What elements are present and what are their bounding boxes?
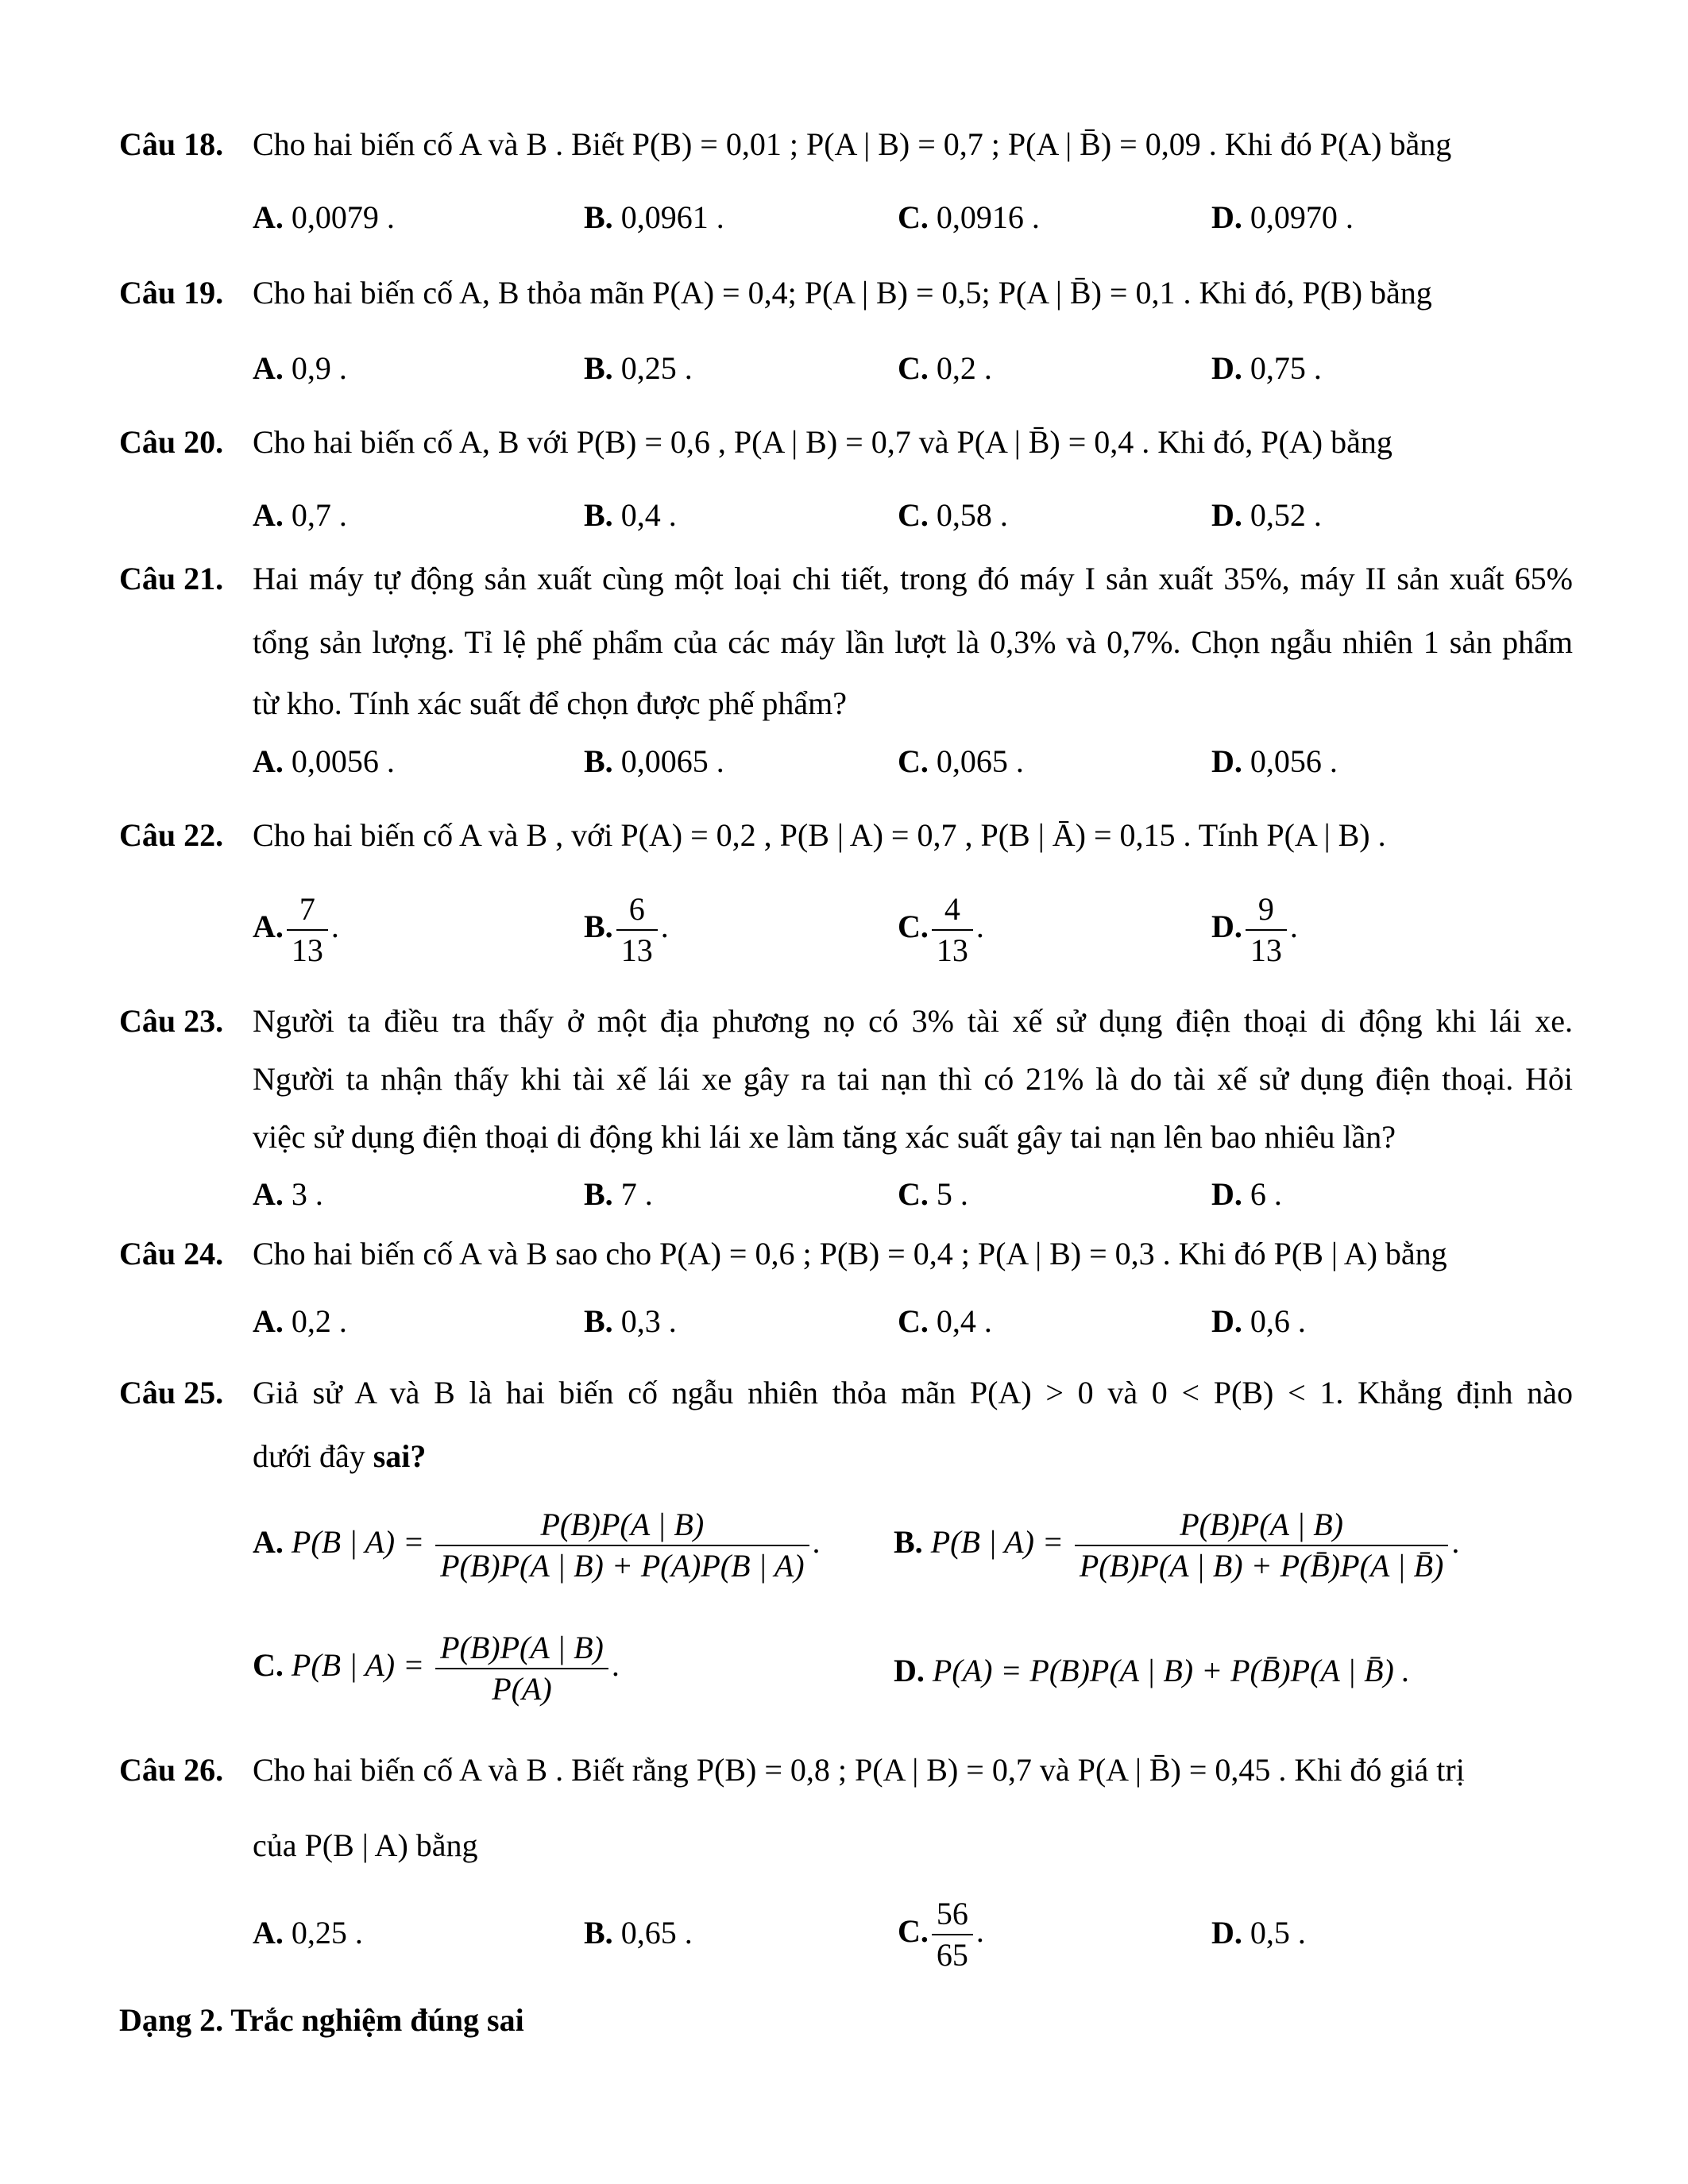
option-a: A. 3 . xyxy=(253,1176,323,1212)
question-text: tổng sản lượng. Tỉ lệ phế phẩm của các máy lần lượt là 0,3% và 0,7%. Chọn ngẫu nhiên 1 sản phẩm xyxy=(253,624,1573,660)
section-title: Dạng 2. Trắc nghiệm đúng sai xyxy=(119,2002,524,2038)
option-a: A. 0,0079 . xyxy=(253,199,395,235)
question-text: từ kho. Tính xác suất để chọn được phế phẩm? xyxy=(253,685,848,721)
option-b: B. 0,25 . xyxy=(584,350,693,386)
option-d: D. 0,5 . xyxy=(1211,1915,1306,1951)
option-c: C. 0,0916 . xyxy=(898,199,1040,235)
question-text: Cho hai biến cố A và B , với P(A) = 0,2 , P(B | A) = 0,7 , P(B | Ā) = 0,15 . Tính P(A | B) . xyxy=(253,817,1386,853)
question-text: Cho hai biến cố A và B . Biết P(B) = 0,01 ; P(A | B) = 0,7 ; P(A | B̄) = 0,09 . Khi đó P(A) bằng xyxy=(253,126,1452,162)
question-text: việc sử dụng điện thoại di động khi lái xe làm tăng xác suất gây tai nạn lên bao nhiêu lần? xyxy=(253,1119,1396,1155)
option-c: C. $\frac{56}{65}$ . xyxy=(898,1894,984,1975)
question-text: của P(B | A) bằng xyxy=(253,1827,478,1863)
option-a: A. 0,9 . xyxy=(253,350,347,386)
option-b: B. 7 . xyxy=(584,1176,653,1212)
question-text: Hai máy tự động sản xuất cùng một loại chi tiết, trong đó máy I sản xuất 35%, máy II sản xuất 65% xyxy=(253,561,1573,596)
question-text: Cho hai biến cố A và B . Biết rằng P(B) = 0,8 ; P(A | B) = 0,7 và P(A | B̄) = 0,45 . Khi đó giá trị xyxy=(253,1752,1465,1788)
option-b: B. $\frac{6}{13}$ . xyxy=(584,889,669,970)
option-d: D. P(A) = P(B)P(A | B) + P(B̄)P(A | B̄) . xyxy=(894,1653,1410,1688)
option-c: C. 0,58 . xyxy=(898,497,1008,533)
option-c: C. $\frac{4}{13}$ . xyxy=(898,889,984,970)
option-b: B. 0,0065 . xyxy=(584,743,724,779)
question-label: Câu 21. xyxy=(119,561,224,596)
option-b: B. 0,4 . xyxy=(584,497,677,533)
option-a: A. $\frac{7}{13}$ . xyxy=(253,889,339,970)
question-label: Câu 18. xyxy=(119,126,224,162)
option-b: B. 0,3 . xyxy=(584,1303,677,1339)
option-c: C. 0,2 . xyxy=(898,350,992,386)
option-b: B. 0,0961 . xyxy=(584,199,724,235)
question-label: Câu 22. xyxy=(119,817,224,853)
option-d: D. 0,52 . xyxy=(1211,497,1322,533)
option-a: A. 0,0056 . xyxy=(253,743,395,779)
option-a: A. 0,7 . xyxy=(253,497,347,533)
option-a: A. P(B | A) = $\frac{P(B)P(A | B)}{P(B)P(A | B) + P(A)P(B | A)}$ . xyxy=(253,1505,821,1586)
question-label: Câu 19. xyxy=(119,275,224,311)
option-b: B. P(B | A) = $\frac{P(B)P(A | B)}{P(B)P(A | B) + P(B̄)P(A | B̄)}$ . xyxy=(894,1505,1459,1586)
question-text: Người ta nhận thấy khi tài xế lái xe gây ra tai nạn thì có 21% là do tài xế sử dụng điện thoại. Hỏi xyxy=(253,1061,1573,1097)
question-label: Câu 20. xyxy=(119,424,224,460)
question-text: dưới đây sai? xyxy=(253,1438,427,1474)
option-d: D. 0,6 . xyxy=(1211,1303,1306,1339)
option-b: B. 0,65 . xyxy=(584,1915,693,1951)
option-a: A. 0,25 . xyxy=(253,1915,363,1951)
option-d: D. $\frac{9}{13}$ . xyxy=(1211,889,1298,970)
option-c: C. 0,4 . xyxy=(898,1303,992,1339)
question-text: Cho hai biến cố A, B với P(B) = 0,6 , P(A | B) = 0,7 và P(A | B̄) = 0,4 . Khi đó, P(A) bằng xyxy=(253,424,1393,460)
emphasis-text: sai? xyxy=(373,1438,427,1474)
option-d: D. 6 . xyxy=(1211,1176,1282,1212)
option-a: A. 0,2 . xyxy=(253,1303,347,1339)
option-c: C. 0,065 . xyxy=(898,743,1024,779)
question-text: Cho hai biến cố A, B thỏa mãn P(A) = 0,4; P(A | B) = 0,5; P(A | B̄) = 0,1 . Khi đó, P(B) bằng xyxy=(253,275,1432,311)
question-label: Câu 24. xyxy=(119,1236,224,1271)
question-label: Câu 23. xyxy=(119,1003,224,1039)
question-label: Câu 25. xyxy=(119,1375,224,1410)
option-d: D. 0,75 . xyxy=(1211,350,1322,386)
option-c: C. 5 . xyxy=(898,1176,968,1212)
option-c: C. P(B | A) = $\frac{P(B)P(A | B)}{P(A)}$ . xyxy=(253,1628,620,1709)
question-text: Giả sử A và B là hai biến cố ngẫu nhiên thỏa mãn P(A) > 0 và 0 < P(B) < 1. Khẳng định nào xyxy=(253,1375,1573,1410)
question-text: Người ta điều tra thấy ở một địa phương nọ có 3% tài xế sử dụng điện thoại di động khi lái xe. xyxy=(253,1003,1573,1039)
option-d: D. 0,056 . xyxy=(1211,743,1338,779)
question-text: Cho hai biến cố A và B sao cho P(A) = 0,6 ; P(B) = 0,4 ; P(A | B) = 0,3 . Khi đó P(B | A) bằng xyxy=(253,1236,1447,1271)
option-d: D. 0,0970 . xyxy=(1211,199,1354,235)
question-label: Câu 26. xyxy=(119,1752,224,1788)
